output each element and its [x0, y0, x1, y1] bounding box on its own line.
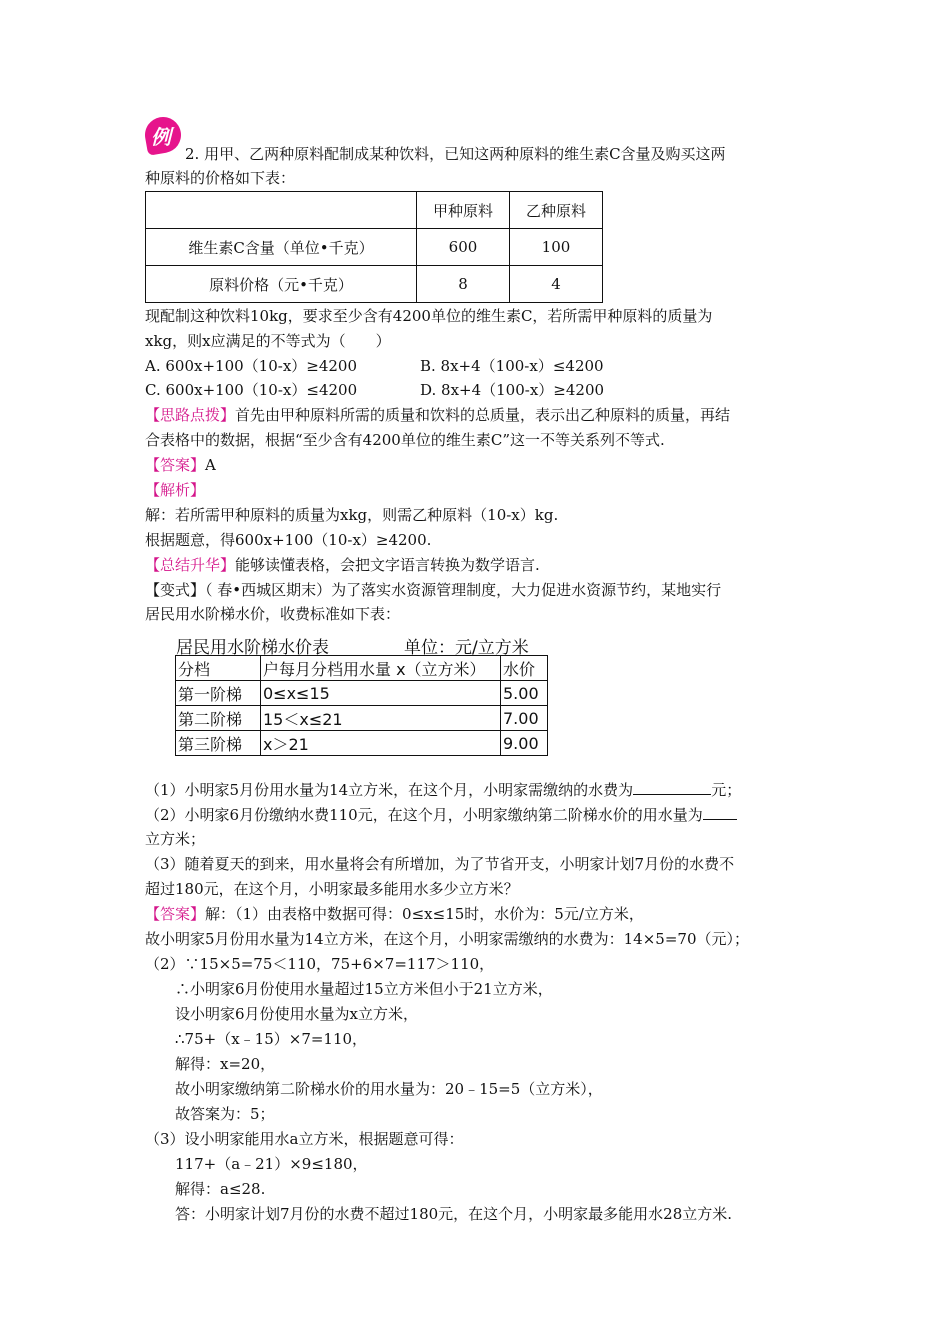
answer-2-line-2: 故小明家5月份用水量为14立方米，在这个月，小明家需缴纳的水费为：14×5=70（元）；	[145, 930, 749, 948]
answer-tag: 【答案】	[145, 905, 206, 923]
analysis-line-2: 根据题意，得600x+100（10-x）≥4200.	[145, 531, 432, 549]
table-header-cell: 分档	[176, 656, 261, 681]
answer-value: A	[205, 456, 216, 474]
sub-question-2-text: （2）小明家6月份缴纳水费110元，在这个月，小明家缴纳第二阶梯水价的用水量为	[145, 806, 703, 824]
table-cell: 0≤x≤15	[261, 681, 501, 706]
analysis-line-1: 解：若所需甲种原料的质量为xkg，则需乙种原料（10-x）kg.	[145, 506, 559, 524]
table-cell: 第二阶梯	[176, 706, 261, 731]
answer-2-line-1	[145, 904, 644, 924]
table-cell: 4	[510, 266, 603, 303]
answer-2-line-7: 解得：x=20，	[175, 1055, 276, 1073]
table-cell: 100	[510, 229, 603, 266]
answer-2-line-9: 故答案为：5；	[175, 1105, 275, 1123]
summary-line	[145, 555, 540, 575]
answer-2-line-12: 解得：a≤28.	[175, 1180, 266, 1198]
table-cell: 维生素C含量（单位•千克）	[146, 229, 417, 266]
sub-question-2	[145, 805, 737, 825]
sub-question-3-line-1: （3）随着夏天的到来，用水量将会有所增加，为了节省开支，小明家计划7月份的水费不	[145, 855, 735, 873]
question-line-2: 种原料的价格如下表：	[145, 169, 296, 187]
table-cell: x＞21	[261, 731, 501, 756]
answer-2-line-11: 117+（a﹣21）×9≤180，	[175, 1155, 368, 1173]
answer-2-line-10: （3）设小明家能用水a立方米，根据题意可得：	[145, 1130, 464, 1148]
option-b: B. 8x+4（100-x）≤4200	[420, 357, 604, 375]
hint-line-2: 合表格中的数据，根据“至少含有4200单位的维生素C”这一不等关系列不等式.	[145, 431, 665, 449]
answer-blank	[633, 794, 711, 795]
water-table-title: 居民用水阶梯水价表	[176, 638, 329, 658]
option-a: A. 600x+100（10-x）≥4200	[145, 357, 358, 375]
answer-2-line-13: 答：小明家计划7月份的水费不超过180元，在这个月，小明家最多能用水28立方米.	[175, 1205, 733, 1223]
water-price-table	[175, 655, 548, 756]
answer-blank	[703, 819, 737, 820]
answer-2-text-1: 解：（1）由表格中数据可得：0≤x≤15时，水价为：5元/立方米，	[205, 905, 644, 923]
table-header-cell	[146, 192, 417, 229]
table-cell: 9.00	[501, 731, 548, 756]
analysis-tag: 【解析】	[145, 481, 206, 499]
answer-2-line-8: 故小明家缴纳第二阶梯水价的用水量为：20﹣15=5（立方米），	[175, 1080, 603, 1098]
hint-tag: 【思路点拨】	[145, 406, 236, 424]
question-line-1: 2. 用甲、乙两种原料配制成某种饮料，已知这两种原料的维生素C含量及购买这两	[185, 145, 726, 163]
table-header-cell: 乙种原料	[510, 192, 603, 229]
sub-question-1-text: （1）小明家5月份用水量为14立方米，在这个月，小明家需缴纳的水费为	[145, 781, 634, 799]
analysis-tag-line	[145, 480, 205, 500]
example-badge	[145, 117, 185, 157]
variant-line-2: 居民用水阶梯水价，收费标准如下表：	[145, 605, 401, 623]
answer-2-line-4: ∴小明家6月份使用水量超过15立方米但小于21立方米，	[175, 980, 553, 998]
option-d: D. 8x+4（100-x）≥4200	[420, 381, 605, 399]
summary-tag: 【总结升华】	[145, 556, 236, 574]
table-cell: 8	[417, 266, 510, 303]
table-cell: 5.00	[501, 681, 548, 706]
answer-2-line-3: （2）∵15×5=75＜110，75+6×7=117＞110，	[145, 955, 495, 973]
badge-label: 例	[151, 125, 171, 149]
water-table-unit: 单位：元/立方米	[404, 638, 529, 658]
variant-line-1: 【变式】（ 春•西城区期末）为了落实水资源管理制度，大力促进水资源节约，某地实行	[145, 581, 722, 599]
table-header-cell: 甲种原料	[417, 192, 510, 229]
sub-question-1	[145, 780, 741, 800]
table-cell: 600	[417, 229, 510, 266]
hint-text-1: 首先由甲种原料所需的质量和饮料的总质量，表示出乙种原料的质量，再结	[235, 406, 731, 424]
summary-text: 能够读懂表格，会把文字语言转换为数学语言.	[235, 556, 540, 574]
sub-question-3-line-2: 超过180元，在这个月，小明家最多能用水多少立方米？	[145, 880, 519, 898]
table-cell: 原料价格（元•千克）	[146, 266, 417, 303]
hint-line-1	[145, 405, 730, 425]
table-cell: 15＜x≤21	[261, 706, 501, 731]
answer-tag: 【答案】	[145, 456, 206, 474]
table-cell: 第三阶梯	[176, 731, 261, 756]
table-header-cell: 水价	[501, 656, 548, 681]
question-line-3: 现配制这种饮料10kg，要求至少含有4200单位的维生素C，若所需甲种原料的质量为	[145, 307, 713, 325]
sub-question-1-unit: 元；	[711, 781, 742, 799]
table-header-cell: 户每月分档用水量 x（立方米）	[261, 656, 501, 681]
answer-1	[145, 455, 216, 475]
question-line-4: xkg，则x应满足的不等式为（ ）	[145, 332, 391, 350]
vitamin-price-table	[145, 191, 603, 303]
answer-2-line-6: ∴75+（x﹣15）×7=110，	[175, 1030, 368, 1048]
table-cell: 7.00	[501, 706, 548, 731]
option-c: C. 600x+100（10-x）≤4200	[145, 381, 358, 399]
table-cell: 第一阶梯	[176, 681, 261, 706]
answer-2-line-5: 设小明家6月份使用水量为x立方米，	[175, 1005, 419, 1023]
sub-question-2-unit: 立方米；	[145, 830, 206, 848]
